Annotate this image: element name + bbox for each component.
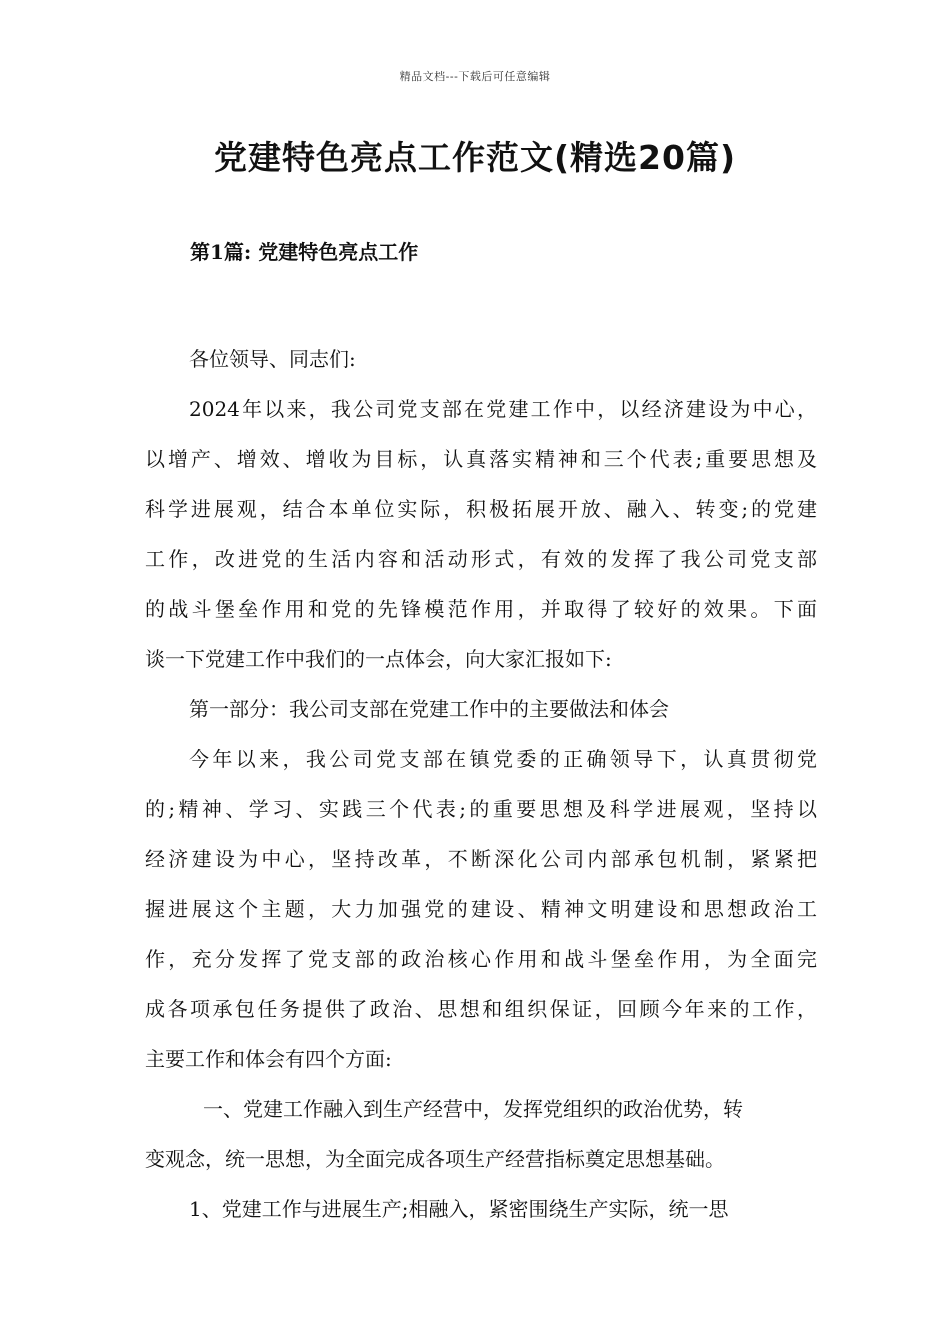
paragraph-line: 谈一下党建工作中我们的一点体会，向大家汇报如下: [145, 647, 612, 671]
section-heading: 第1篇: 党建特色亮点工作 [190, 240, 419, 264]
paragraph-line: 工作，改进党的生活内容和活动形式，有效的发挥了我公司党支部 [145, 547, 817, 571]
paragraph-line: 变观念，统一思想，为全面完成各项生产经营指标奠定思想基础。 [145, 1147, 725, 1171]
paragraph-line: 1、党建工作与进展生产;相融入，紧密围绕生产实际，统一思 [189, 1197, 729, 1221]
point-heading-line: 一、党建工作融入到生产经营中，发挥党组织的政治优势，转 [203, 1097, 743, 1121]
paragraph-line: 2024年以来，我公司党支部在党建工作中，以经济建设为中心， [189, 397, 817, 421]
paragraph-line: 成各项承包任务提供了政治、思想和组织保证，回顾今年来的工作， [145, 997, 817, 1021]
paragraph-line: 的;精神、学习、实践三个代表;的重要思想及科学进展观，坚持以 [145, 797, 817, 821]
paragraph-line: 科学进展观，结合本单位实际，积极拓展开放、融入、转变;的党建 [145, 497, 817, 521]
part-heading-line: 第一部分：我公司支部在党建工作中的主要做法和体会 [189, 697, 669, 721]
paragraph-line: 主要工作和体会有四个方面: [145, 1047, 392, 1071]
salutation-line: 各位领导、同志们: [189, 347, 356, 371]
document-body [145, 334, 817, 1234]
paragraph-line: 作，充分发挥了党支部的政治核心作用和战斗堡垒作用，为全面完 [145, 947, 817, 971]
paragraph-line: 的战斗堡垒作用和党的先锋模范作用，并取得了较好的效果。下面 [145, 597, 817, 621]
paragraph-line: 今年以来，我公司党支部在镇党委的正确领导下，认真贯彻党 [189, 747, 817, 771]
paragraph-line: 握进展这个主题，大力加强党的建设、精神文明建设和思想政治工 [145, 897, 817, 921]
paragraph-line: 经济建设为中心，坚持改革，不断深化公司内部承包机制，紧紧把 [145, 847, 817, 871]
header-note: 精品文档---下载后可任意编辑 [399, 70, 551, 83]
paragraph-line: 以增产、增效、增收为目标，认真落实精神和三个代表;重要思想及 [145, 447, 817, 471]
document-title: 党建特色亮点工作范文(精选20篇) [213, 138, 737, 177]
